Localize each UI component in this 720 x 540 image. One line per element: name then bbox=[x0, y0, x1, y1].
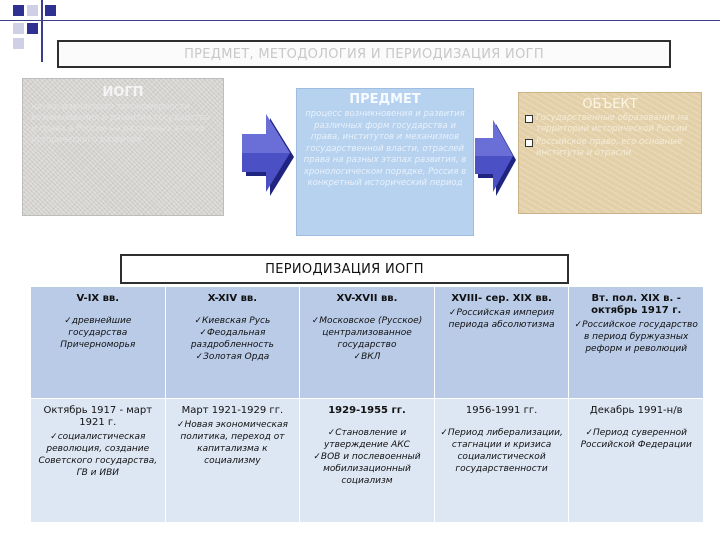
iogp-text: наука, изучающая закономерности возникновения и развития государства и права в России на различных этапах исторического развития bbox=[31, 102, 210, 145]
object-item bbox=[519, 112, 701, 136]
period-cell bbox=[569, 287, 704, 399]
decor-square bbox=[13, 38, 24, 49]
periodization-title-text: ПЕРИОДИЗАЦИЯ ИОГП bbox=[265, 261, 424, 277]
page-title-text: ПРЕДМЕТ, МЕТОДОЛОГИЯ И ПЕРИОДИЗАЦИЯ ИОГП bbox=[184, 46, 544, 62]
period-item: ✓ древнейшие государства Причерноморья bbox=[35, 315, 161, 351]
period-item: ✓ Период либерализации, стагнации и кризиса социалистической государственности bbox=[439, 427, 565, 475]
object-box bbox=[518, 92, 702, 214]
period-item: ✓ Золотая Орда bbox=[170, 351, 296, 363]
object-item bbox=[519, 136, 701, 160]
period-cell bbox=[300, 287, 435, 399]
checkbox-bullet-icon bbox=[525, 139, 533, 147]
period-item: ✓ Период суверенной Российской Федерации bbox=[573, 427, 699, 451]
decor-vertical-line bbox=[41, 0, 43, 62]
period-item: ✓ ВКЛ bbox=[304, 351, 430, 363]
period-cell bbox=[31, 399, 166, 523]
period-cell bbox=[569, 399, 704, 523]
decor-square bbox=[13, 5, 24, 16]
predmet-heading: ПРЕДМЕТ bbox=[349, 92, 421, 107]
period-label: 1956-1991 гг. bbox=[465, 405, 538, 416]
predmet-text: процесс возникновения и развития различных форм государства и права, институтов и механизмов государственной власти, отраслей права на разных этапах развития, в хронологическом порядке, Россия в конкретный исторический период bbox=[303, 109, 467, 188]
period-cell bbox=[300, 399, 435, 523]
periodization-title bbox=[120, 254, 569, 284]
period-cell bbox=[165, 287, 300, 399]
periodization-table bbox=[30, 286, 704, 523]
period-cell bbox=[434, 287, 569, 399]
period-item: ✓ Киевская Русь bbox=[170, 315, 296, 327]
period-item: ✓ ВОВ и послевоенный мобилизационный социализм bbox=[304, 451, 430, 487]
object-item-text: Российское право, его основные институты и отрасли bbox=[536, 137, 683, 158]
period-cell bbox=[434, 399, 569, 523]
decor-square bbox=[13, 23, 24, 34]
period-item: ✓ Феодальная раздробленность bbox=[170, 327, 296, 351]
decor-square bbox=[45, 5, 56, 16]
iogp-box bbox=[22, 78, 224, 216]
period-item: ✓ Новая экономическая политика, переход от капитализма к социализму bbox=[170, 419, 296, 467]
period-item: ✓ социалистическая революция, создание Советского государства, ГВ и ИВИ bbox=[35, 431, 161, 479]
period-item: ✓ Российская империя периода абсолютизма bbox=[439, 307, 565, 331]
table-row bbox=[31, 399, 704, 523]
period-label: XVIII- сер. XIX вв. bbox=[451, 293, 552, 304]
period-item: ✓ Российское государство в период буржуазных реформ и революций bbox=[573, 319, 699, 355]
period-label: 1929-1955 гг. bbox=[328, 405, 406, 416]
arrow-right-icon bbox=[240, 112, 296, 202]
arrow-right-icon bbox=[474, 118, 518, 202]
period-item: ✓ Московское (Русское) централизованное государство bbox=[304, 315, 430, 351]
iogp-heading: ИОГП bbox=[102, 85, 144, 100]
decor-square bbox=[27, 5, 38, 16]
period-label: Март 1921-1929 гг. bbox=[181, 405, 284, 416]
period-item: ✓ Становление и утверждение АКС bbox=[304, 427, 430, 451]
period-label: XV-XVII вв. bbox=[336, 293, 398, 304]
decor-horizontal-line bbox=[0, 20, 720, 21]
object-heading: ОБЪЕКТ bbox=[582, 97, 638, 112]
period-cell bbox=[165, 399, 300, 523]
table-row bbox=[31, 287, 704, 399]
period-label: Вт. пол. XIX в. - октябрь 1917 г. bbox=[591, 293, 682, 316]
object-item-text: Государственные образования на территории исторической России bbox=[536, 113, 689, 134]
predmet-box bbox=[296, 88, 474, 236]
period-cell bbox=[31, 287, 166, 399]
period-label: Декабрь 1991-н/в bbox=[589, 405, 683, 416]
period-label: Октябрь 1917 - март 1921 г. bbox=[43, 405, 153, 428]
period-label: V-IX вв. bbox=[76, 293, 120, 304]
checkbox-bullet-icon bbox=[525, 115, 533, 123]
period-label: X-XIV вв. bbox=[207, 293, 258, 304]
decor-square bbox=[27, 23, 38, 34]
page-title bbox=[57, 40, 671, 68]
